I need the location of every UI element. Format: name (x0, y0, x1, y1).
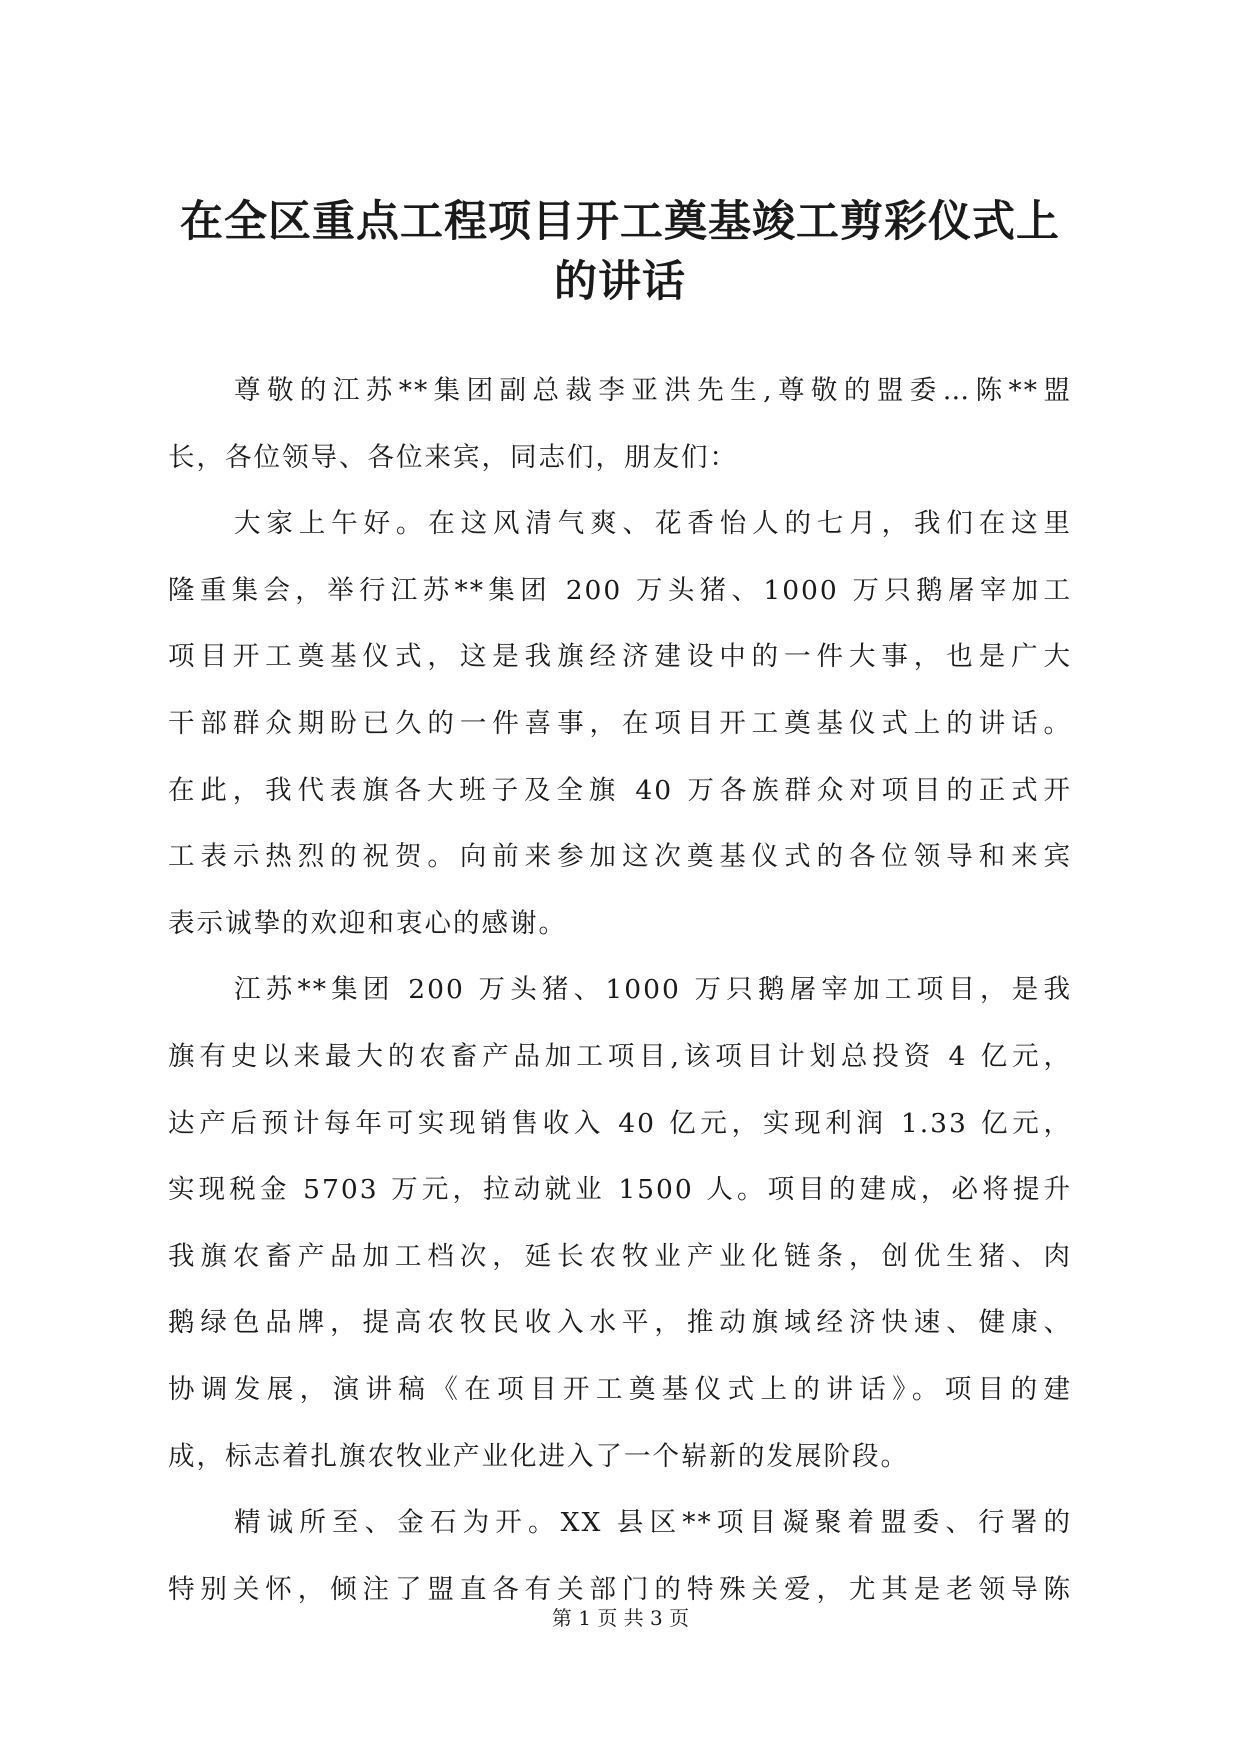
paragraph-line: 达产后预计每年可实现销售收入 40 亿元，实现利润 1.33 亿元， (168, 1107, 1072, 1139)
page-number-footer: 第 1 页 共 3 页 (551, 1606, 690, 1630)
paragraph-line: 精诚所至、金石为开。XX 县区**项目凝聚着盟委、行署的 (234, 1507, 1072, 1539)
paragraph (168, 491, 1072, 957)
paragraph-line: 实现税金 5703 万元，拉动就业 1500 人。项目的建成，必将提升 (168, 1174, 1072, 1206)
paragraph-line: 长，各位领导、各位来宾，同志们，朋友们： (168, 441, 738, 473)
title-line-2: 的讲话 (554, 257, 686, 307)
title-line-1: 在全区重点工程项目开工奠基竣工剪彩仪式上 (180, 197, 1060, 247)
paragraph-line: 工表示热烈的祝贺。向前来参加这次奠基仪式的各位领导和来宾 (168, 841, 1072, 873)
paragraph-line: 协调发展，演讲稿《在项目开工奠基仪式上的讲话》。项目的建 (168, 1373, 1072, 1405)
paragraph-line: 表示诚挚的欢迎和衷心的感谢。 (168, 907, 567, 939)
paragraph (168, 957, 1072, 1490)
paragraph-line: 隆重集会，举行江苏**集团 200 万头猪、1000 万只鹅屠宰加工 (168, 574, 1072, 606)
paragraph (168, 358, 1072, 491)
paragraph-line: 项目开工奠基仪式，这是我旗经济建设中的一件大事，也是广大 (168, 641, 1072, 673)
document-body (168, 358, 1072, 1623)
paragraph (168, 1490, 1072, 1623)
paragraph-line: 大家上午好。在这风清气爽、花香怡人的七月，我们在这里 (234, 508, 1072, 540)
paragraph-line: 鹅绿色品牌，提高农牧民收入水平，推动旗域经济快速、健康、 (168, 1307, 1072, 1339)
paragraph-line: 特别关怀，倾注了盟直各有关部门的特殊关爱，尤其是老领导陈 (168, 1573, 1072, 1605)
paragraph-line: 干部群众期盼已久的一件喜事，在项目开工奠基仪式上的讲话。 (168, 707, 1072, 739)
paragraph-line: 旗有史以来最大的农畜产品加工项目,该项目计划总投资 4 亿元， (168, 1040, 1072, 1072)
paragraph-line: 我旗农畜产品加工档次，延长农牧业产业化链条，创优生猪、肉 (168, 1240, 1072, 1272)
paragraph-line: 成，标志着扎旗农牧业产业化进入了一个崭新的发展阶段。 (168, 1440, 909, 1472)
paragraph-line: 尊敬的江苏**集团副总裁李亚洪先生,尊敬的盟委…陈**盟 (234, 375, 1072, 406)
document-title (150, 192, 1090, 312)
paragraph-line: 江苏**集团 200 万头猪、1000 万只鹅屠宰加工项目，是我 (234, 974, 1072, 1006)
paragraph-line: 在此，我代表旗各大班子及全旗 40 万各族群众对项目的正式开 (168, 774, 1072, 806)
